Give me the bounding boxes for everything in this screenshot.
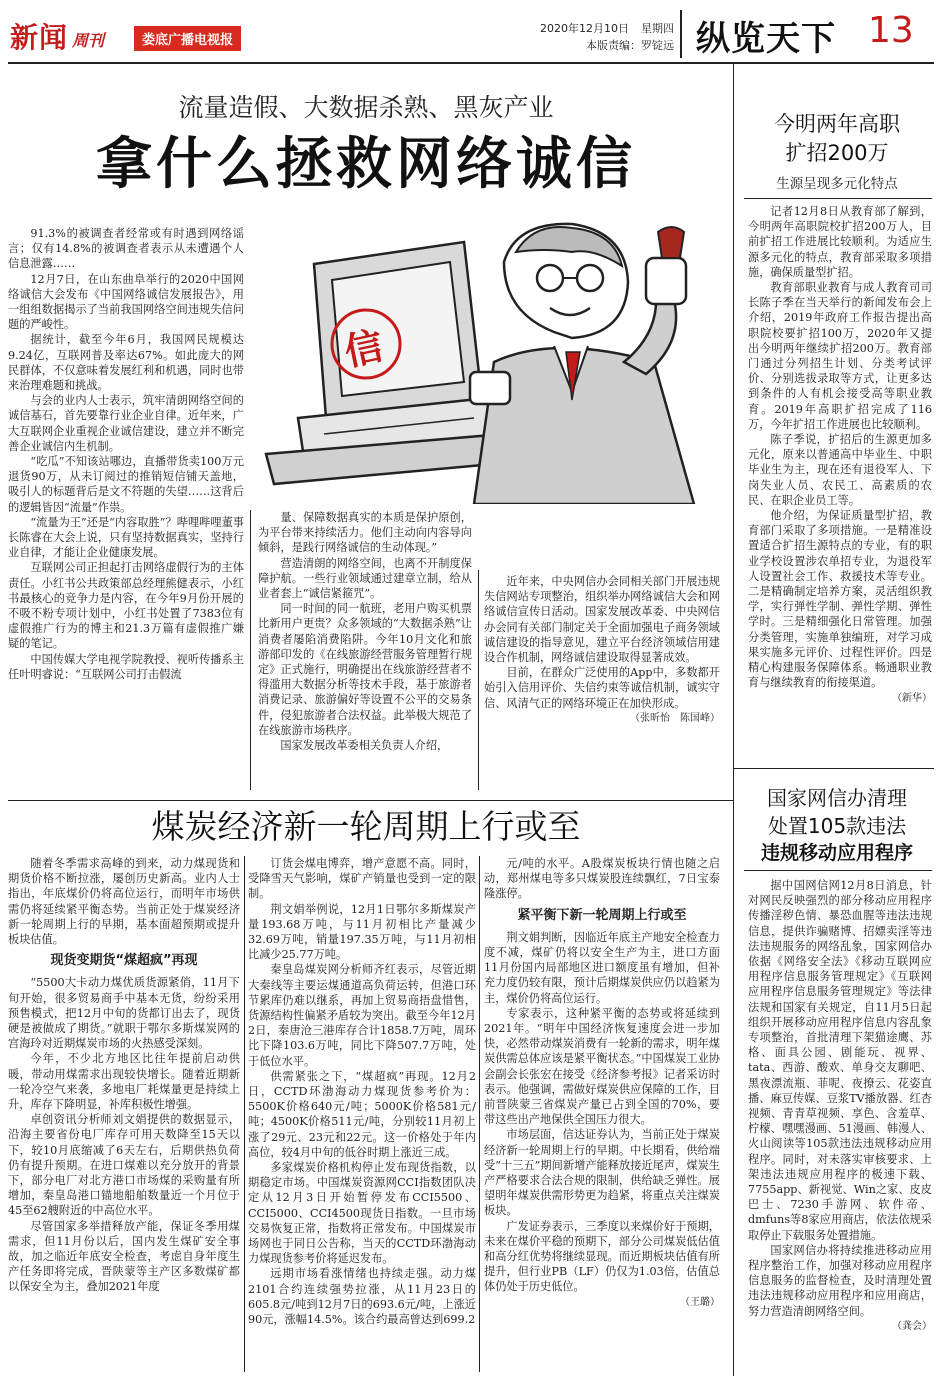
- side2-title-rule: [744, 870, 932, 871]
- paragraph: 91.3%的被调查者经常或有时遇到网络谣言；仅有14.8%的被调查者表示从未遭遇个人信息泄露……: [8, 227, 244, 271]
- paragraph: 记者12月8日从教育部了解到，今明两年高职院校扩招200万人，目前扩招工作进展比较顺利。为适应生源多元化的特点，教育部采取多项措施，确保质量型扩招。: [748, 205, 932, 279]
- section-title: 纵览天下: [696, 19, 836, 59]
- computer-man-illustration: [254, 222, 716, 504]
- paragraph: 目前，在群众广泛使用的App中，多数都开始引入信用评价、失信约束等诚信机制，诚实守信、风清气正的网络环境正在加快形成。: [484, 666, 720, 710]
- side2-byline: （龚会）: [892, 1320, 932, 1332]
- section-rule: [734, 768, 934, 769]
- issue-weekday: 星期四: [641, 22, 674, 35]
- side1-subtitle: 生源呈现多元化特点: [776, 176, 898, 192]
- side2-title-line1: 国家网信办清理: [767, 786, 907, 810]
- coal-title: 煤炭经济新一轮周期上行或至: [151, 807, 581, 846]
- paragraph: 据中国网信网12月8日消息，针对网民反映强烈的部分移动应用程序传播淫秽色情、暴恐血腥等违法违规信息，提供诈骗赌博、招嫖卖淫等违法违规服务的网络乱象，国家网信办依据《网络安全法》《移动互联网应用程序信息服务管理规定》《互联网应用程序信息服务管理规定》等法律法规和国家有关规定，自11月5日起组织开展移动应用程序信息内容乱象专项整治，首批清理下架猫途鹰、苏格、面具公园、剧能玩、视界、tata、西游、酸欢、单身交友聊吧、黑夜漂流瓶、菲呢、夜撩云、花姿直播、麻豆传媒、豆浆TV播放器、红杏视频、青青草视频、享色、含羞草、柠檬、嘿嘿漫画、51漫画、韩漫人、火山阅读等105款违法违规移动应用程序。同时，对未落实审核要求、上架违法违规应用程序的极速下载、7755app、新视觉、Win之家、皮皮巴士、7230手游网、软件帝、dmfuns等8家应用商店，依法依规采取停止下载服务处置措施。: [748, 879, 932, 1242]
- column-divider: [244, 856, 245, 1372]
- coal-column-1: [8, 856, 240, 1376]
- paragraph: 广发证券表示，三季度以来煤价好于预期，未来在煤价平稳的预期下，部分公司煤炭低估值和高分红优势将继续显现。而近期板块估值有所提升，但行业PB（LF）仍仅为1.03倍，估值总体仍处于历史低位。: [484, 1219, 720, 1294]
- paragraph: 今年，不少北方地区比往年提前启动供暖，带动用煤需求出现较快增长。随着近期新一轮冷空气来袭，多地电厂耗煤量更是持续上升，库存下降明显，补库积极性增强。: [8, 1052, 240, 1112]
- issue-date: 2020年12月10日: [540, 22, 629, 35]
- side2-title-line2: 处置105款违法: [767, 814, 907, 838]
- illustration: [254, 222, 716, 504]
- paragraph: 市场层面，信达证券认为，当前正处于煤炭经济新一轮周期上行的早期。中长期看，供给端受“十三五”期间新增产能释放接近尾声，煤炭生产严格要求合法合规的限制，供给缺乏弹性。展望明年煤炭供需形势更为趋紧，将重点关注煤炭板块。: [484, 1128, 720, 1218]
- paragraph: 他介绍，为保证质量型扩招，教育部门采取了多项措施。一是精准设置适合扩招生源特点的专业，有的职业学校设置涉农单招专业，为退役军人设置社会工作、救援技术等专业。二是精确制定培养方案，灵活组织教学，实行弹性学制、弹性学期、弹性学时。三是精细强化日常管理。加强分类管理，实施单独编班，对学习成果实施多元评价、过程性评价。四是精心构建服务保障体系。畅通职业教育与继续教育的衔接渠道。: [748, 509, 932, 690]
- brand-main: 新闻: [10, 21, 69, 54]
- page-number: 13: [868, 10, 914, 51]
- header-divider: [680, 10, 682, 58]
- paragraph: 尽管国家多举措释放产能，保证冬季用煤需求，但11月份以后，国内发生煤矿安全事故，加之临近年底安全检查，考虑自身年度生产任务即将完成，晋陕蒙等主产区多数煤矿都以保安全为主，叠加2021年度: [8, 1219, 240, 1294]
- side1-title-rule: [744, 198, 932, 199]
- paragraph: 多家煤炭价格机构停止发布现货指数，以期稳定市场。中国煤炭资源网CCI指数团队决定从12月3日开始暂停发布CCI5500、CCI5000、CCI4500现货日指数。一旦市场交易恢复正常，指数将正常发布。中国煤炭市场网也于同日公告称，当天的CCTD环渤海动力煤现货参考价将延迟发布。: [248, 1161, 476, 1266]
- paragraph: 据统计，截至今年6月，我国网民规模达9.24亿，互联网普及率达67%。如此庞大的网民群体，不仅意味着发展红利和机遇，同时也带来治理难题和挑战。: [8, 333, 244, 393]
- side1-title-line1: 今明两年高职: [774, 112, 900, 136]
- lead-kicker: 流量造假、大数据杀熟、黑灰产业: [178, 93, 554, 122]
- section-rule: [8, 800, 733, 801]
- paragraph: 营造清朗的网络空间，也离不开制度保障护航。一些行业领域通过建章立制，给从业者套上“诚信紧箍咒”。: [258, 556, 472, 601]
- paragraph: 陈子季说，扩招后的生源更加多元化，原来以普通高中毕业生、中职毕业生为主，现在还有退役军人、下岗失业人员、农民工、高素质的农民、在职企业员工等。: [748, 433, 932, 507]
- paragraph: “5500大卡动力煤优质货源紧俏，11月下旬开始，很多贸易商手中基本无货，纷纷采用预售模式，把12月中旬的货都订出去了，现货硬是被做成了期货。”就职于鄂尔多斯煤炭网的宫海玲对近期煤炭市场的火热感受深刻。: [8, 976, 240, 1051]
- coal-column-2: [248, 856, 476, 1376]
- paragraph: 近年来，中央网信办会同相关部门开展违规失信网站专项整治，组织举办网络诚信大会和网络诚信宣传日活动。国家发展改革委、中央网信办会同有关部门制定关于全面加强电子商务领域诚信建设的指导意见，建立平台经济领域信用建设合作机制，网络诚信建设取得显著成效。: [484, 575, 720, 665]
- lead-byline: （张昕怡 陈国峰）: [630, 712, 720, 724]
- paragraph: 国家网信办将持续推进移动应用程序整治工作，加强对移动应用程序信息服务的监督检查，及时清理处置违法违规移动应用程序和应用商店，努力营造清朗网络空间。: [748, 1243, 932, 1318]
- lead-title: 拿什么拯救网络诚信: [96, 132, 636, 197]
- paragraph: 教育部职业教育与成人教育司司长陈子季在当天举行的新闻发布会上介绍，2019年政府工作报告提出高职院校要扩招100万，2020年又提出今明两年继续扩招200万。教育部门通过分列招生计划、分类考试评价、分别选拔录取等方式，让更多达到条件的人有机会接受高等职业教育。2019年高职扩招完成了116万，今年扩招工作进展也比较顺利。: [748, 281, 932, 431]
- paragraph: 与会的业内人士表示，筑牢清朗网络空间的诚信基石，首先要靠行业企业自律。近年来，广大互联网企业重视企业诚信建设，建立并不断完善企业诚信内生机制。: [8, 394, 244, 453]
- column-divider: [478, 570, 479, 790]
- paragraph: 元/吨的水平。A股煤炭板块行情也随之启动，郑州煤电等多只煤炭股连续飘红，7日宝泰隆涨停。: [484, 857, 720, 901]
- column-divider: [250, 510, 251, 790]
- paragraph: 互联网公司正担起打击网络虚假行为的主体责任。小红书公共政策部总经理熊健表示，小红书最核心的竞争力是内容，在今年9月份开展的不吸不粉专项计划中，小红书处置了7383位有虚假推广行为的博主和21.3万篇有虚假推广嫌疑的笔记。: [8, 561, 244, 651]
- paragraph: 同一时间的同一航班，老用户购买机票比新用户更贵？众多领域的“大数据杀熟”让消费者屡陷消费陷阱。今年10月文化和旅游部印发的《在线旅游经营服务管理暂行规定》正式施行，明确提出在线旅游经营者不得滥用大数据分析等技术手段，基于旅游者消费记录、旅游偏好等设置不公平的交易条件，侵犯旅游者合法权益。此举极大规范了在线旅游市场秩序。: [258, 602, 472, 737]
- paragraph: “流量为王”还是“内容取胜”？哔哩哔哩董事长陈睿在大会上说，只有坚持数据真实，坚持行业自律，才能让企业健康发展。: [8, 515, 244, 560]
- paragraph: 量、保障数据真实的本质是保护原创，为平台带来持续活力。他们主动向内容导向倾斜，是践行网络诚信的生动体现。”: [258, 511, 472, 555]
- paragraph: 中国传媒大学电视学院教授、视听传播系主任叶明睿说：“互联网公司打击假流: [8, 652, 244, 681]
- partner-badge: 娄底广播电视报: [134, 26, 241, 51]
- paragraph: 国家发展改革委相关负责人介绍，: [280, 739, 449, 753]
- column-divider: [479, 856, 480, 1372]
- side1-byline: （新华）: [892, 692, 932, 704]
- coal-subhead-2: 紧平衡下新一轮周期上行或至: [517, 907, 687, 923]
- paragraph: 供需紧张之下，“煤超疯”再现。12月2日，CCTD环渤海动力煤现货参考价为：5500K价格640元/吨；5000K价格581元/吨；4500K价格511元/吨，分别较11月初上涨了29元、23元和22元。这一价格处于年内高位，较4月中旬的低谷时期上涨近三成。: [248, 1069, 476, 1159]
- paragraph: 秦皇岛煤炭网分析师齐红表示，尽管近期大秦线等主要运煤通道高负荷运转，但港口环节累库仍难以继系，再加上贸易商捂盘惜售，货源结构性偏紧矛盾较为突出。截至今年12月2日，秦唐沧三港库存合计1858.7万吨，周环比下降103.6万吨，同比下降507.7万吨，处于低位水平。: [248, 963, 476, 1068]
- page-editor: 本版责编：罗锭远: [586, 39, 674, 52]
- paragraph: “吃瓜”不知该站哪边，直播带货卖100万元退货90万，从未订阅过的推销短信铺天盖地，吸引人的标题背后是文不符题的失望……这背后的逻辑皆因“流量”作祟。: [8, 455, 244, 514]
- masthead: [8, 6, 934, 62]
- lead-column-2: [258, 510, 472, 796]
- paragraph: 订货会煤电博弈，增产意愿不高。同时，受降雪天气影响，煤矿产销量也受到一定的限制。: [248, 857, 476, 901]
- paragraph: 荆文娟判断，因临近年底主产地安全检查力度不减，煤矿仍将以安全生产为主，进口方面11月份国内局部地区进口额度虽有增加，但补充力度仍较有限，预计后期煤炭供应仍以趋紧为主，煤价仍将高位运行。: [484, 930, 720, 1005]
- coal-subhead-1: 现货变期货“煤超疯”再现: [50, 953, 198, 969]
- paragraph: 卓创资讯分析师刘文娟提供的数据显示，沿海主要省份电厂库存可用天数降至15天以下，较10月底缩减了6天左右，后期供热负荷仍有提升预期。在进口煤难以充分放开的背景下，部分电厂对北方港口市场煤的采购量有所增加，秦皇岛港口锚地船舶数量近一个月位于45至62艘附近的中高位水平。: [8, 1113, 240, 1218]
- side1-title-line2: 扩招200万: [785, 141, 889, 165]
- paragraph: 专家表示，这种紧平衡的态势或将延续到2021年。“明年中国经济恢复速度会进一步加快，必然带动煤炭消费有一轮新的需求，明年煤炭供需总体应该是紧平衡状态。”中国煤炭工业协会副会长张宏在接受《经济参考报》记者采访时表示。他强调，需做好煤炭供应保障的工作，目前晋陕蒙三省煤炭产量已占到全国的70%，要带这些出产地保供全国压力很大。: [484, 1006, 720, 1127]
- lead-column-1: [8, 226, 244, 796]
- side1-body: [748, 204, 932, 764]
- coal-byline: （王璐）: [680, 1296, 720, 1308]
- brand-sub: 周刊: [72, 31, 105, 50]
- stamp-character: 信: [340, 322, 387, 375]
- lead-column-3: [484, 574, 720, 796]
- side2-body: [748, 878, 932, 1376]
- paragraph: 远期市场看涨情绪也持续走强。动力煤2101合约连续强势拉涨，从11月23日的605.8元/吨到12月7日的693.6元/吨，上涨近90元，涨幅14.5%。该合约最高曾达到699.2: [248, 1267, 476, 1327]
- paragraph: 12月7日，在山东曲阜举行的2020中国网络诚信大会发布《中国网络诚信发展报告》，用一组组数据揭示了当前我国网络空间违规失信问题的严峻性。: [8, 272, 244, 332]
- coal-column-3: [484, 856, 720, 1376]
- paragraph: 荆文娟举例说，12月1日鄂尔多斯煤炭产量193.68万吨，与11月初相比产量减少32.69万吨，销量197.35万吨，与11月初相比减少25.77万吨。: [248, 902, 476, 962]
- header-rule: [8, 62, 934, 64]
- paragraph: 随着冬季需求高峰的到来，动力煤现货和期货价格不断拉涨，屡创历史新高。业内人士指出，年底煤价仍将高位运行，而明年市场供需仍将延续紧平衡态势。当前正处于煤炭经济新一轮周期上行的早期，基本面超预期或提升板块估值。: [8, 857, 240, 947]
- sidebar-divider: [733, 64, 734, 1376]
- side2-title-line3: 违规移动应用程序: [760, 842, 913, 864]
